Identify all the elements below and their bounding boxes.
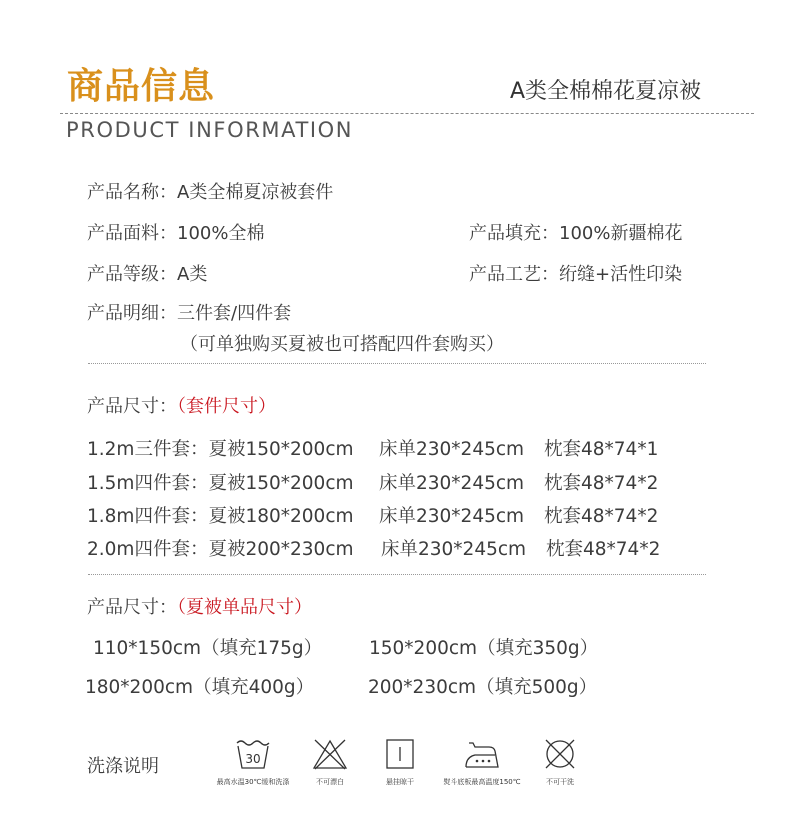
- quilt-size: 夏被200*230cm: [208, 539, 354, 560]
- set-size-row: [87, 435, 354, 461]
- pillow-size: 枕套48*74*2: [546, 539, 661, 560]
- quilt-size: 夏被150*200cm: [208, 439, 354, 460]
- care-caption: 最高水温30℃缓和洗涤: [216, 778, 290, 786]
- care-dryclean: [505, 737, 615, 787]
- set-size-row: [87, 469, 354, 495]
- page-subtitle: PRODUCT INFORMATION: [66, 118, 354, 142]
- header-divider: [60, 113, 754, 114]
- set-name: 2.0m四件套：: [87, 539, 209, 560]
- page-title: 商品信息: [67, 66, 216, 107]
- set-name: 1.5m四件套：: [87, 473, 209, 494]
- set-size-heading: [87, 392, 276, 418]
- pillow-size: 枕套48*74*1: [544, 439, 659, 460]
- product-name: A类全棉棉花夏凉被: [510, 79, 702, 104]
- care-caption: 不可干洗: [546, 778, 574, 786]
- care-caption: 熨斗底板最高温度150℃: [443, 778, 521, 786]
- iron-150-icon: [463, 737, 501, 771]
- quilt-size: 夏被180*200cm: [208, 506, 354, 527]
- info-filling: 产品填充：100%新疆棉花: [469, 223, 683, 244]
- pillow-size: 枕套48*74*2: [544, 506, 659, 527]
- sheet-size: 床单230*245cm: [381, 539, 527, 560]
- info-detail-note: （可单独购买夏被也可搭配四件套购买）: [180, 334, 504, 355]
- wash-30-icon: [235, 737, 271, 771]
- care-label: 洗涤说明: [87, 756, 159, 777]
- info-grade: 产品等级：A类: [87, 264, 208, 285]
- care-caption: 悬挂晾干: [386, 778, 414, 786]
- no-dry-clean-icon: [542, 737, 578, 771]
- set-size-label-red: （套件尺寸）: [177, 396, 276, 417]
- quilt-size-heading: [87, 593, 312, 619]
- set-name: 1.2m三件套：: [87, 439, 209, 460]
- section-divider: [88, 574, 706, 575]
- hang-dry-icon: [382, 737, 418, 771]
- section-divider: [88, 363, 706, 364]
- info-name: 产品名称：A类全棉夏凉被套件: [87, 182, 334, 203]
- quilt-size-label: 产品尺寸：: [87, 597, 177, 618]
- quilt-size-item: 200*230cm（填充500g）: [368, 677, 598, 698]
- no-bleach-icon: [312, 737, 348, 771]
- set-size-row: [87, 535, 354, 561]
- quilt-size-item: 110*150cm（填充175g）: [93, 638, 323, 659]
- quilt-size: 夏被150*200cm: [208, 473, 354, 494]
- quilt-size-label-red: （夏被单品尺寸）: [177, 597, 312, 618]
- info-fabric: 产品面料：100%全棉: [87, 223, 265, 244]
- set-size-row: [87, 502, 354, 528]
- quilt-size-item: 150*200cm（填充350g）: [369, 638, 599, 659]
- info-craft: 产品工艺：绗缝+活性印染: [469, 264, 683, 285]
- care-caption: 不可漂白: [316, 778, 344, 786]
- info-detail: 产品明细：三件套/四件套: [87, 303, 292, 324]
- pillow-size: 枕套48*74*2: [544, 473, 659, 494]
- sheet-size: 床单230*245cm: [379, 506, 525, 527]
- quilt-size-item: 180*200cm（填充400g）: [85, 677, 315, 698]
- sheet-size: 床单230*245cm: [379, 439, 525, 460]
- wash-temp-text: 30: [245, 752, 261, 766]
- set-size-label: 产品尺寸：: [87, 396, 177, 417]
- sheet-size: 床单230*245cm: [379, 473, 525, 494]
- set-name: 1.8m四件套：: [87, 506, 209, 527]
